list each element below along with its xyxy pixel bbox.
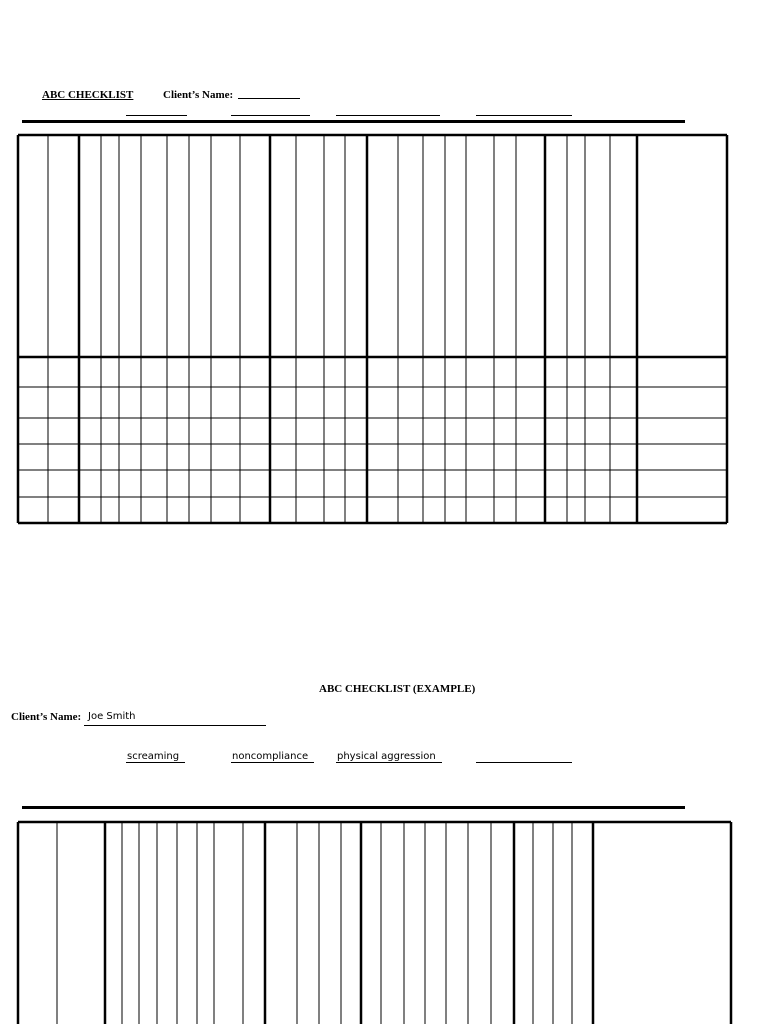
- example-behavior-3[interactable]: physical aggression: [336, 751, 442, 763]
- example-behavior-1[interactable]: screaming: [126, 751, 185, 763]
- example-client-name-label: Client’s Name:: [11, 711, 82, 723]
- example-form-title: ABC CHECKLIST (EXAMPLE): [319, 683, 476, 695]
- example-client-name-value: Joe Smith: [88, 711, 136, 722]
- blank-form-title: ABC CHECKLIST: [42, 89, 134, 101]
- blank-client-name-label: Client’s Name:: [163, 89, 234, 101]
- example-behavior-2[interactable]: noncompliance: [231, 751, 314, 763]
